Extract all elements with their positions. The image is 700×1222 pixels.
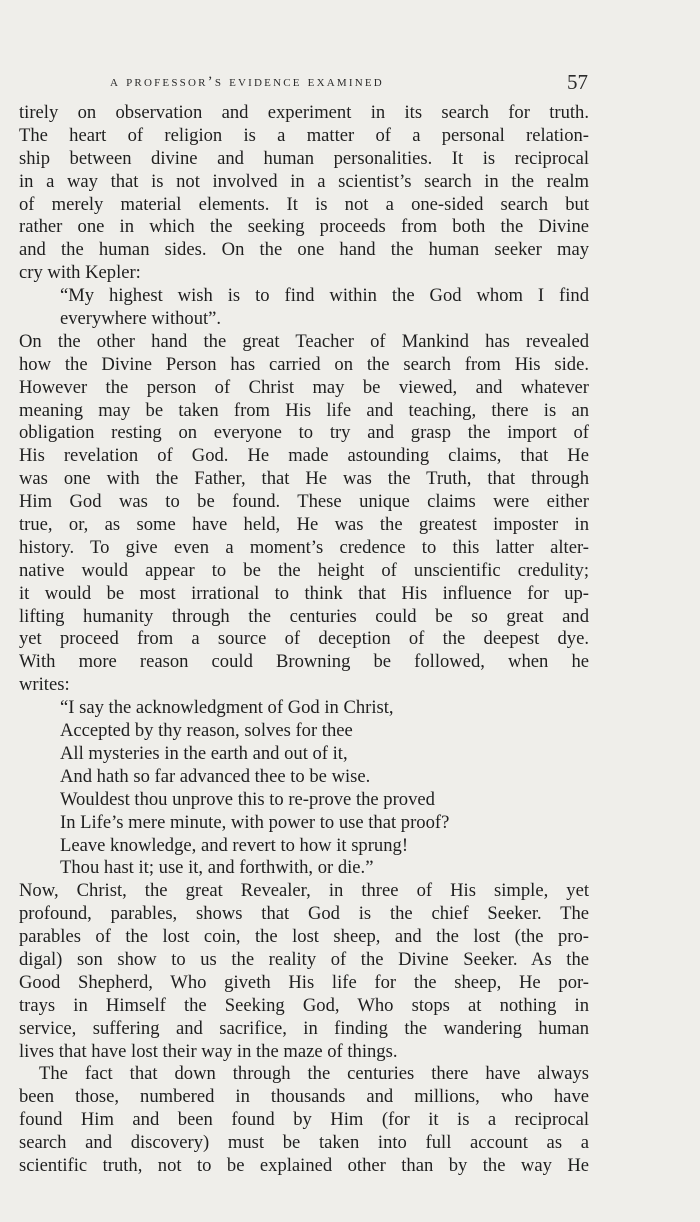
text-line: rather one in which the seeking proceeds from both the Divine (19, 216, 589, 238)
text-line: true, or, as some have held, He was the greatest imposter in (19, 514, 589, 536)
text-line: The heart of religion is a matter of a personal relation- (19, 124, 589, 146)
text-line: native would appear to be the height of unscientific credulity; (19, 559, 589, 581)
text-line: been those, numbered in thousands and millions, who have (19, 1086, 589, 1108)
text-line: cry with Kepler: (19, 262, 141, 284)
text-line: His revelation of God. He made astounding claims, that He (19, 445, 589, 467)
text-line: However the person of Christ may be viewed, and whatever (19, 376, 589, 398)
poem-line: In Life’s mere minute, with power to use that proof? (60, 811, 450, 833)
text-line: history. To give even a moment’s credence to this latter alter- (19, 536, 589, 558)
text-line: ship between divine and human personalities. It is reciprocal (19, 147, 589, 169)
text-line: writes: (19, 674, 70, 696)
text-line: in a way that is not involved in a scientist’s search in the realm (19, 170, 589, 192)
text-line: With more reason could Browning be followed, when he (19, 651, 589, 673)
text-line: Him God was to be found. These unique claims were either (19, 491, 589, 513)
running-head-title: a professor’s evidence examined (110, 74, 384, 90)
text-line: obligation resting on everyone to try and grasp the import of (19, 422, 589, 444)
poem-line: Leave knowledge, and revert to how it sprung! (60, 834, 409, 856)
poem-line: And hath so far advanced thee to be wise. (60, 765, 371, 787)
quote-line: “My highest wish is to find within the God whom I find (60, 285, 589, 307)
text-line: profound, parables, shows that God is the chief Seeker. The (19, 903, 589, 925)
running-head (0, 71, 700, 97)
poem-line: Thou hast it; use it, and forthwith, or die.” (60, 857, 374, 879)
text-line: digal) son show to us the reality of the Divine Seeker. As the (19, 948, 589, 970)
text-line: lives that have lost their way in the maze of things. (19, 1040, 398, 1062)
poem-line: “I say the acknowledgment of God in Christ, (60, 697, 394, 719)
text-line: Now, Christ, the great Revealer, in three of His simple, yet (19, 880, 589, 902)
text-line: lifting humanity through the centuries could be so great and (19, 605, 589, 627)
text-line: scientific truth, not to be explained other than by the way He (19, 1154, 589, 1176)
text-line: of merely material elements. It is not a one-sided search but (19, 193, 589, 215)
body-text (19, 102, 589, 1178)
text-line: search and discovery) must be taken into full account as a (19, 1132, 589, 1154)
text-line: it would be most irrational to think that His influence for up- (19, 582, 589, 604)
text-line: On the other hand the great Teacher of Mankind has revealed (19, 330, 589, 352)
text-line: The fact that down through the centuries there have always (39, 1063, 589, 1085)
poem-line: Accepted by thy reason, solves for thee (60, 720, 353, 742)
text-line: how the Divine Person has carried on the search from His side. (19, 353, 589, 375)
poem-line: All mysteries in the earth and out of it, (60, 742, 348, 764)
text-line: was one with the Father, that He was the Truth, that through (19, 468, 589, 490)
quote-line: everywhere without”. (60, 308, 222, 330)
text-line: yet proceed from a source of deception of the deepest dye. (19, 628, 589, 650)
text-line: service, suffering and sacrifice, in finding the wandering human (19, 1017, 589, 1039)
text-line: meaning may be taken from His life and teaching, there is an (19, 399, 589, 421)
page-number: 57 (567, 70, 588, 94)
poem-line: Wouldest thou unprove this to re-prove the proved (60, 788, 435, 810)
text-line: trays in Himself the Seeking God, Who stops at nothing in (19, 994, 589, 1016)
text-line: tirely on observation and experiment in its search for truth. (19, 102, 589, 123)
text-line: Good Shepherd, Who giveth His life for the sheep, He por- (19, 971, 589, 993)
text-line: parables of the lost coin, the lost sheep, and the lost (the pro- (19, 926, 589, 948)
text-line: found Him and been found by Him (for it is a reciprocal (19, 1109, 589, 1131)
text-line: and the human sides. On the one hand the human seeker may (19, 239, 589, 261)
